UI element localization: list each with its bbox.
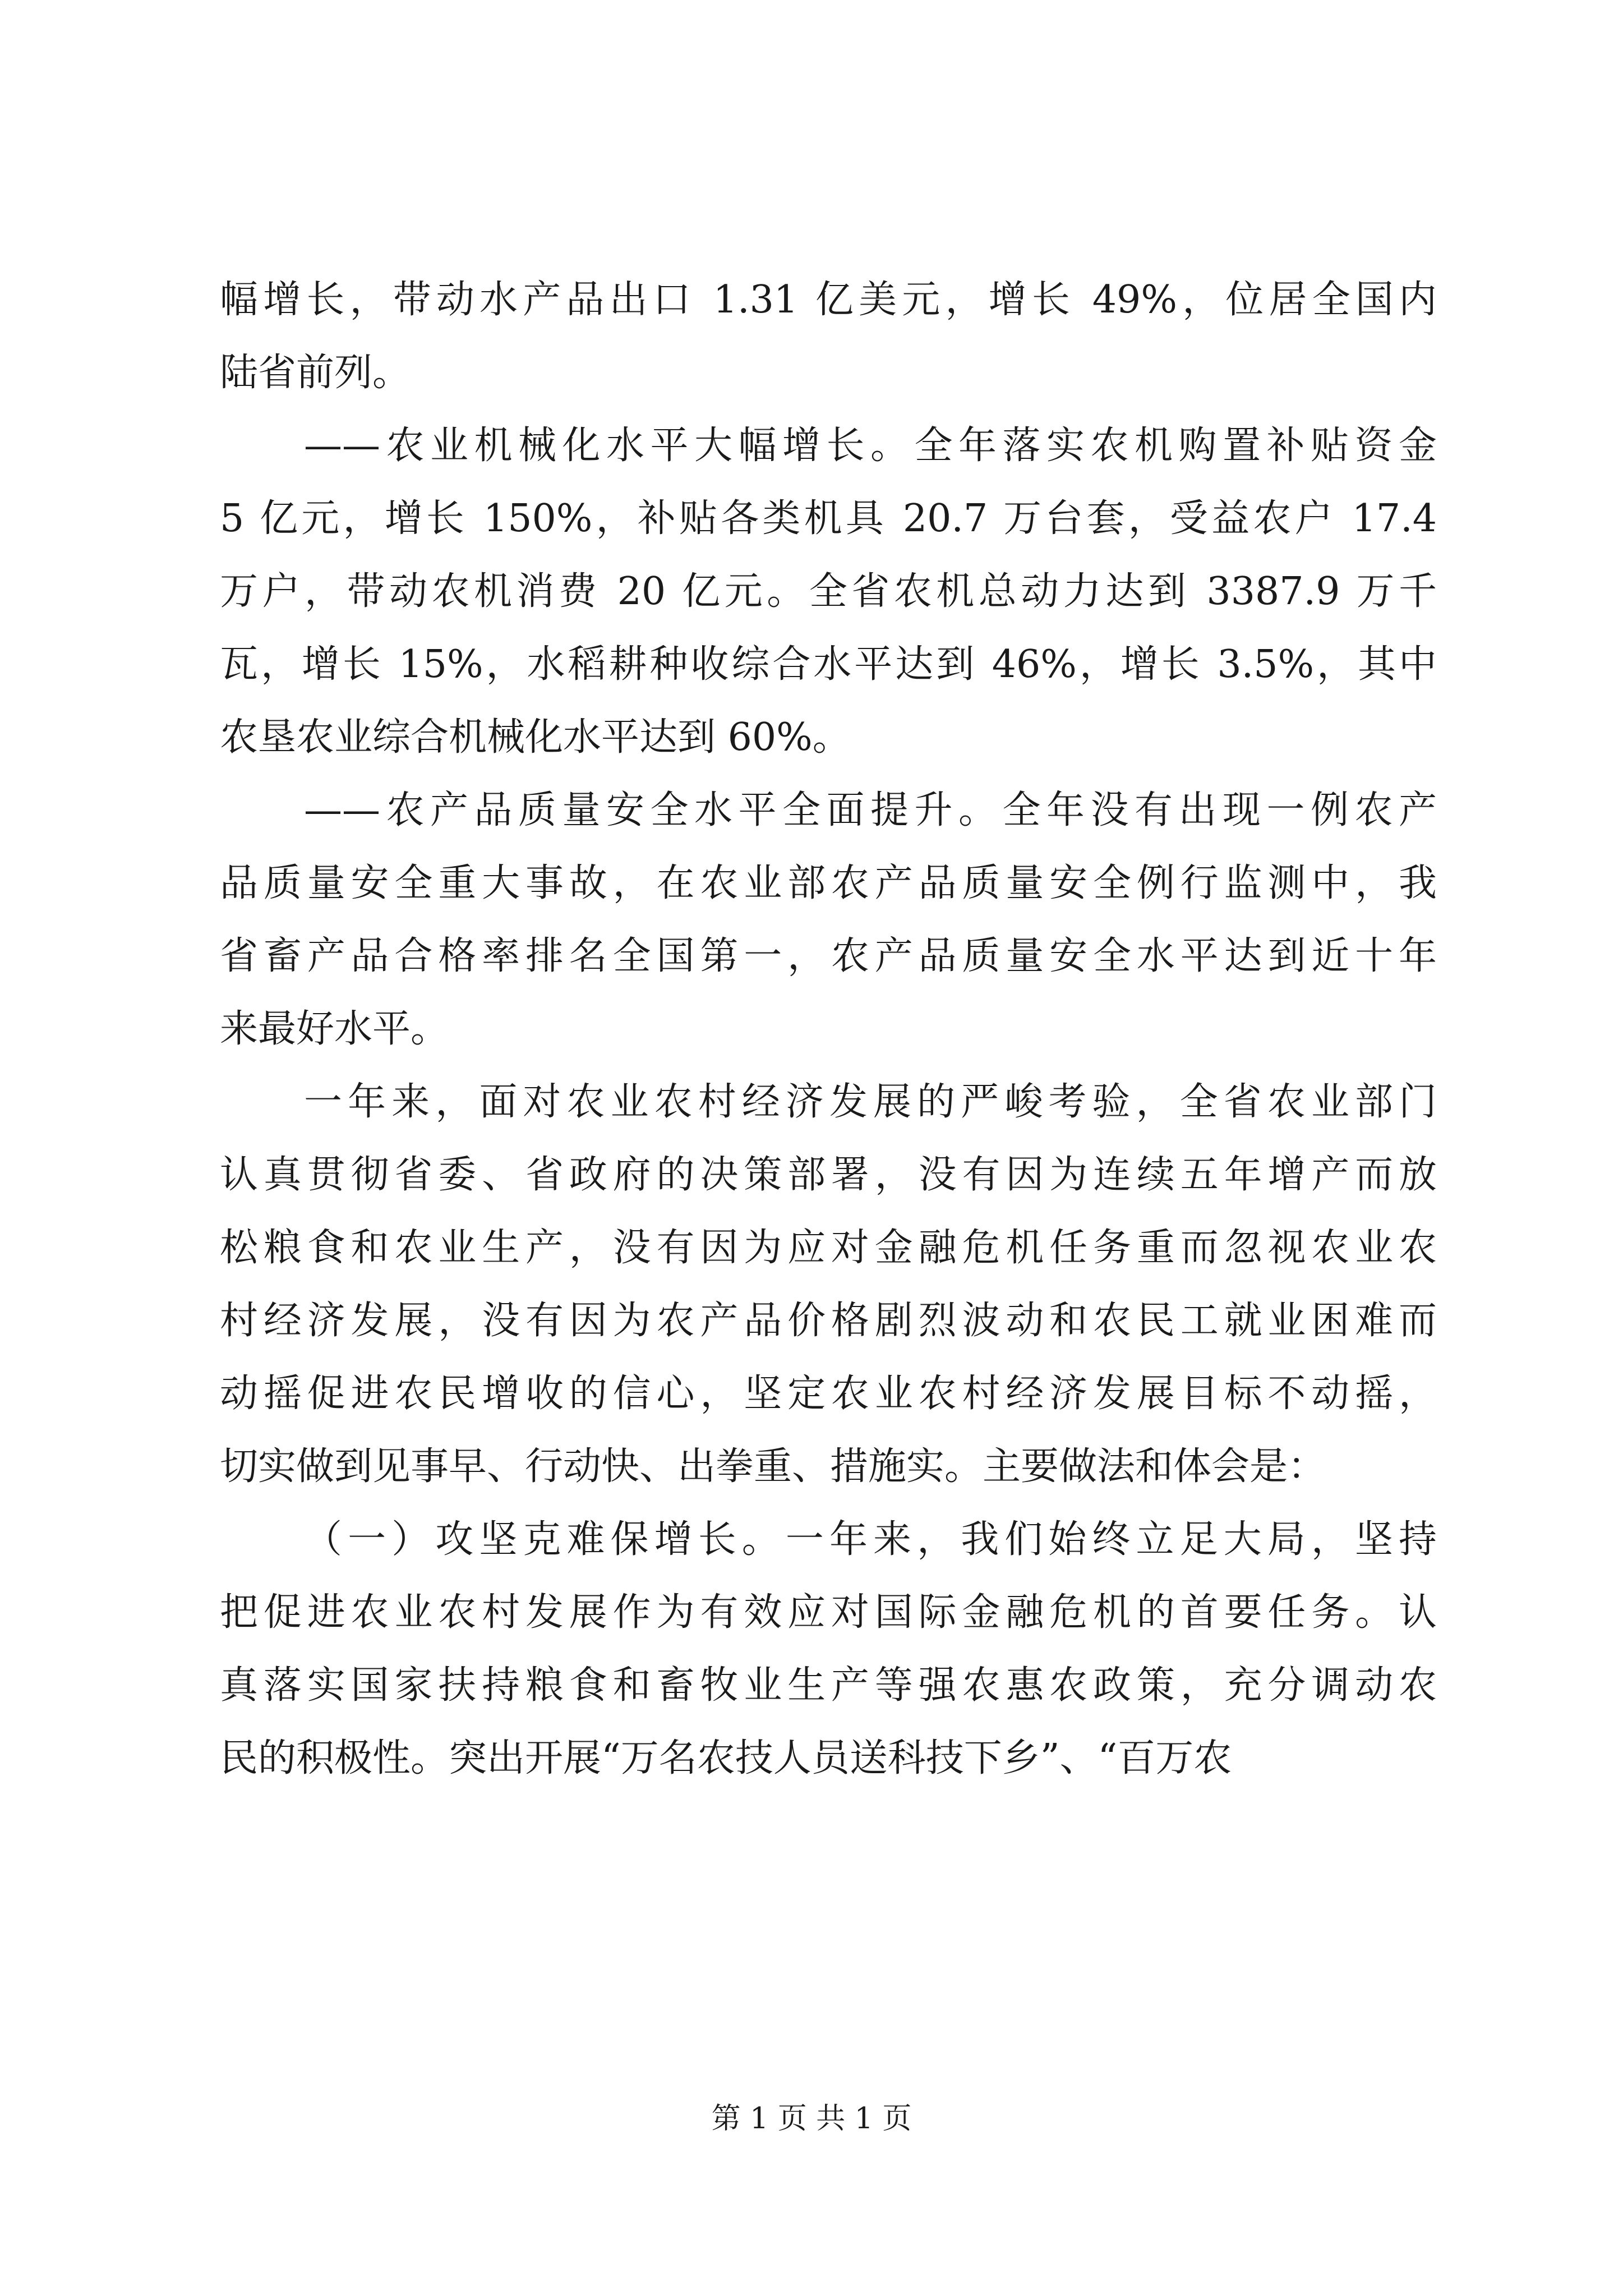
text-line: 真落实国家扶持粮食和畜牧业生产等强农惠农政策，充分调动农 (220, 1663, 1437, 1708)
text-line: 省畜产品合格率排名全国第一，农产品质量安全水平达到近十年 (220, 934, 1437, 978)
text-line: 村经济发展，没有因为农产品价格剧烈波动和农民工就业困难而 (220, 1299, 1437, 1343)
text-line: 幅增长，带动水产品出口 1.31 亿美元，增长 49%，位居全国内 (220, 278, 1437, 322)
text-line: 松粮食和农业生产，没有因为应对金融危机任务重而忽视农业农 (220, 1226, 1437, 1270)
text-line: 5 亿元，增长 150%，补贴各类机具 20.7 万台套，受益农户 17.4 (220, 496, 1437, 541)
text-line: 品质量安全重大事故，在农业部农产品质量安全例行监测中，我 (220, 861, 1437, 905)
text-line: 来最好水平。 (220, 1007, 449, 1051)
text-line: 把促进农业农村发展作为有效应对国际金融危机的首要任务。认 (220, 1590, 1437, 1635)
paragraph (220, 774, 1437, 1066)
paragraph (220, 1503, 1437, 1795)
text-line: ——农业机械化水平大幅增长。全年落实农机购置补贴资金 (304, 424, 1437, 468)
text-line: 一年来，面对农业农村经济发展的严峻考验，全省农业部门 (304, 1080, 1437, 1124)
paragraph (220, 409, 1437, 774)
text-line: （一）攻坚克难保增长。一年来，我们始终立足大局，坚持 (304, 1517, 1437, 1562)
paragraph (220, 264, 1437, 409)
page-footer: 第 1 页 共 1 页 (711, 2102, 912, 2136)
text-line: ——农产品质量安全水平全面提升。全年没有出现一例农产 (304, 788, 1437, 832)
paragraph (220, 1066, 1437, 1503)
text-line: 切实做到见事早、行动快、出拳重、措施实。主要做法和体会是： (220, 1444, 1326, 1489)
document-body (220, 264, 1437, 1795)
text-line: 农垦农业综合机械化水平达到 60%。 (220, 715, 851, 760)
text-line: 瓦，增长 15%，水稻耕种收综合水平达到 46%，增长 3.5%，其中 (220, 642, 1437, 687)
text-line: 民的积极性。突出开展“万名农技人员送科技下乡”、“百万农 (220, 1736, 1232, 1780)
text-line: 动摇促进农民增收的信心，坚定农业农村经济发展目标不动摇， (220, 1372, 1437, 1416)
text-line: 陆省前列。 (220, 351, 411, 395)
text-line: 万户，带动农机消费 20 亿元。全省农机总动力达到 3387.9 万千 (220, 569, 1437, 614)
text-line: 认真贯彻省委、省政府的决策部署，没有因为连续五年增产而放 (220, 1153, 1437, 1197)
